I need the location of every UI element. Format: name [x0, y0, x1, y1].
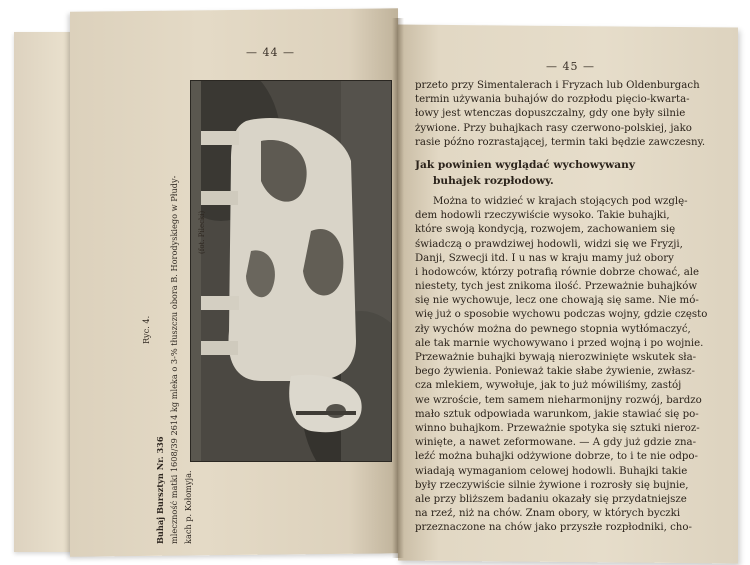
text-line: były rzeczywiście silnie żywione i rozrosły się bujnie, [415, 479, 689, 491]
text-line: Danji, Szwecji itd. I u nas w kraju mamy już obory [415, 252, 674, 264]
text-line: zły wychów można do pewnego stopnia wytłómaczyć, [415, 323, 691, 335]
text-line: Można to widzieć w krajach stojących pod wzglę- [433, 195, 688, 207]
text-line: we wzroście, tem samem nieharmonijny rozwój, bardzo [415, 394, 702, 406]
text-line: winno buhajkom. Przeważnie spotyka się sztuki nieroz- [415, 422, 700, 434]
caption-title: Buhaj Bursztyn Nr. 336 [155, 436, 165, 544]
text-line: leźć można buhajki odżywione dobrze, to i te nie odpo- [415, 451, 698, 463]
text-line: rasie późno rozrastającej, termin taki będzie zawczesny. [415, 136, 706, 148]
section-heading: buhajek rozpłodowy. [433, 174, 554, 187]
photo-credit: (fot. Pilecki) [198, 210, 206, 254]
caption-line: mleczność matki 1608/39 2614 kg mleka o 3-% tłuszczu obora B. Horodyskiego w Płudy- [169, 175, 179, 544]
text-line: dem hodowli rzeczywiście wysoko. Takie buhajki, [415, 210, 670, 222]
text-line: wiadają wymaganiom celowej hodowli. Buhajki takie [415, 465, 688, 477]
book-gutter [392, 18, 404, 558]
text-line: się nie wychowuje, lecz one chowają się same. Nie mó- [415, 295, 699, 307]
text-line: cza mlekiem, wywołuje, jak to już mówiliśmy, zastój [415, 380, 682, 392]
text-line: ale przy bliższem badaniu okazały się przydatniejsze [415, 493, 687, 505]
text-line: bego żywienia. Ponieważ takie słabe żywienie, zwłasz- [415, 366, 695, 378]
text-line: termin używania buhajów do rozpłodu pięcio-kwarta- [415, 94, 690, 106]
text-line: żywione. Przy buhajkach rasy czerwono-polskiej, jako [415, 122, 692, 134]
text-line: łowy jest wtenczas dopuszczalny, gdy one były silnie [415, 108, 686, 120]
text-line: i hodowców, którzy potrafią równie dobrze chować, ale [415, 266, 700, 278]
text-line: wię już o sposobie wychowu podczas wojny, gdzie często [415, 309, 708, 321]
figure-label: Ryc. 4. [141, 315, 151, 344]
section-heading: Jak powinien wyglądać wychowywany [415, 158, 635, 171]
text-line: przeznaczone na chów jako przyszłe rozpłodniki, cho- [415, 522, 692, 534]
right-page-number: — 45 — [546, 60, 595, 73]
right-page-text [415, 79, 730, 535]
text-line: na rzeź, niż na chów. Znam obory, w których byczki [415, 508, 681, 520]
left-page-number: — 44 — [246, 46, 295, 59]
text-line: przeto przy Simentalerach i Fryzach lub Oldenburgach [415, 80, 700, 91]
caption-line: kach p. Kołomyja. [183, 470, 193, 544]
text-line: ale tak marnie wychowywano i przed wojną i po wojnie. [415, 337, 704, 349]
text-line: winięte, a nawet zeformowane. — A gdy już gdzie zna- [415, 437, 697, 449]
photo-caption [140, 160, 236, 544]
text-line: które swoją kondycją, rozwojem, zachowaniem się [415, 224, 676, 236]
text-line: mało sztuk odpowiada warunkom, jakie stawiać się po- [415, 408, 699, 420]
text-line: niestety, tych jest znikoma ilość. Przeważnie buhajków [415, 281, 698, 293]
text-line: świadczą o prawdziwej hodowli, widzi się we Fryzji, [415, 238, 683, 250]
text-line: Przeważnie buhajki bywają nierozwinięte wskutek sła- [415, 352, 697, 363]
